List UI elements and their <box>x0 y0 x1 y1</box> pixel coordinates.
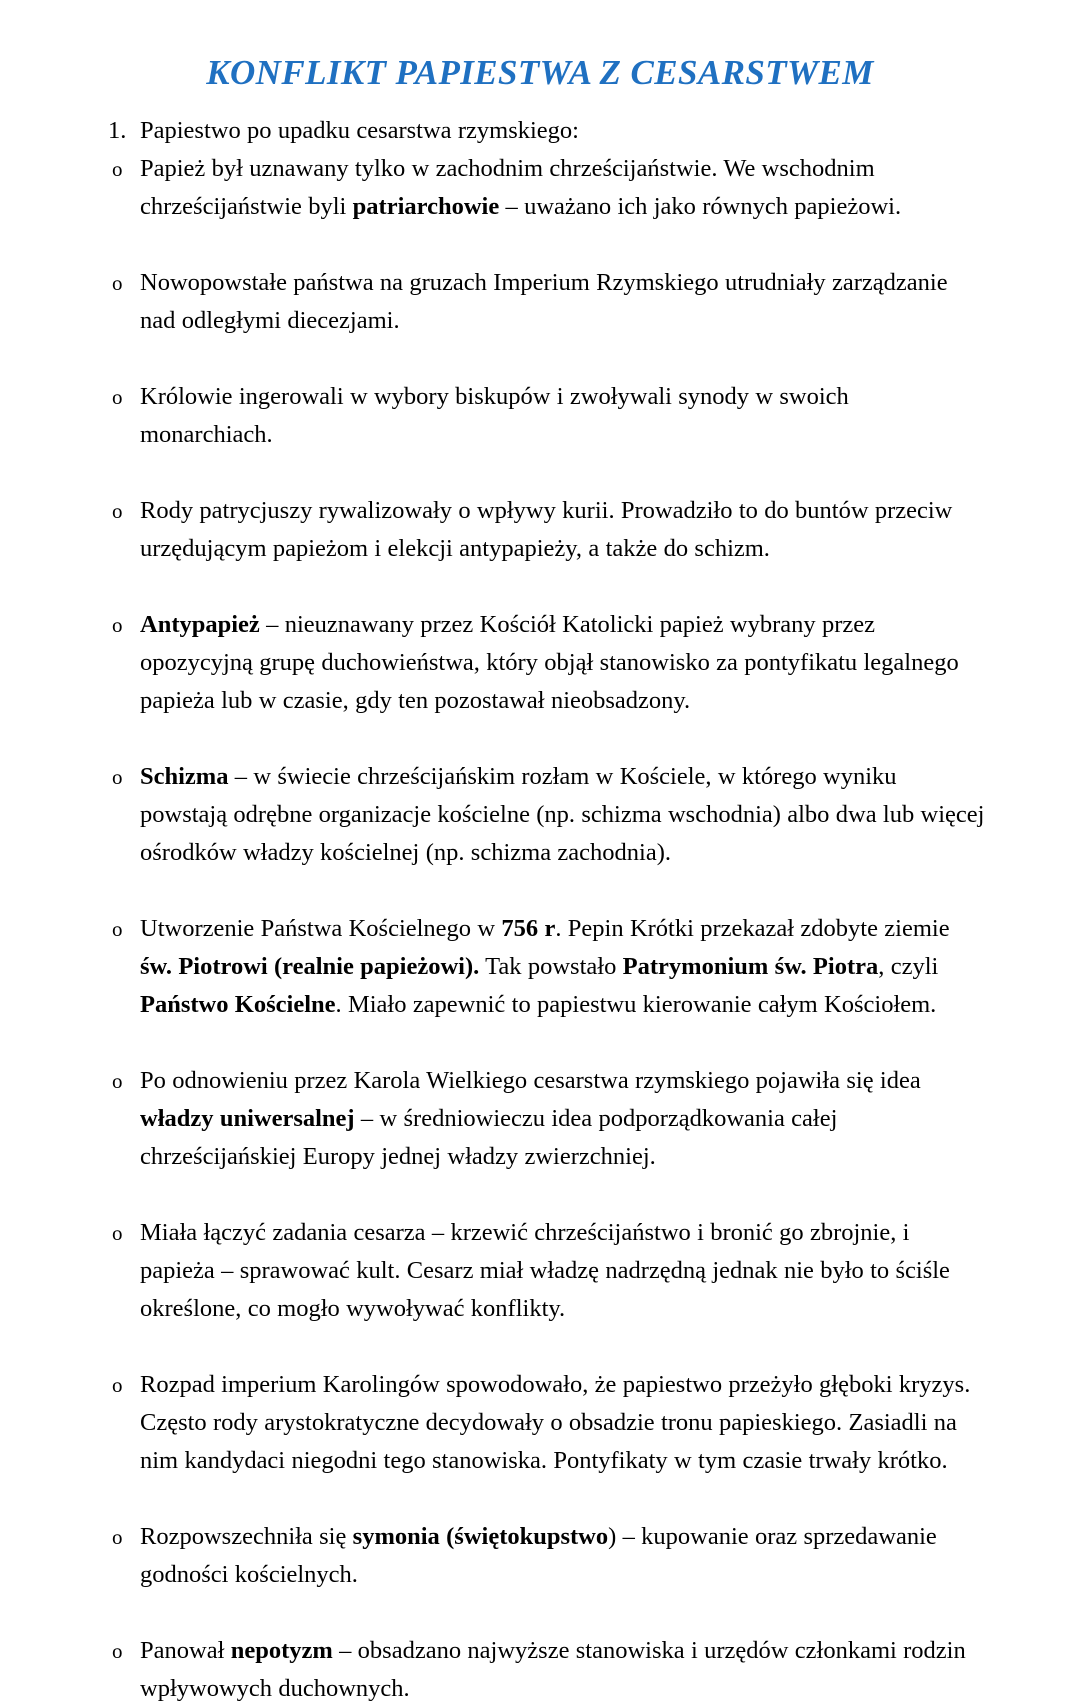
list-marker-bullet: o <box>112 271 123 295</box>
notes-list <box>0 112 1080 1708</box>
body-text-run: Papiestwo po upadku cesarstwa rzymskiego: <box>140 117 579 144</box>
body-text-run: Rody patrycjuszy rywalizowały o wpływy kurii. Prowadziło to do buntów przeciw urzędującym papieżom i elekcji antypapieży, a także do schizm. <box>140 497 953 562</box>
list-marker-bullet: o <box>112 1221 123 1245</box>
bullet-list-item <box>0 1366 1080 1480</box>
body-text-run: – obsadzano najwyższe stanowiska i urzędów członkami rodzin wpływowych duchownych. <box>140 1637 966 1702</box>
list-marker-bullet: o <box>112 917 123 941</box>
bullet-list-item <box>0 378 1080 454</box>
list-marker-bullet: o <box>112 1525 123 1549</box>
body-text-run: ) – kupowanie oraz sprzedawanie godności kościelnych. <box>140 1523 937 1588</box>
list-item-text <box>140 1523 937 1588</box>
body-text-run: , czyli <box>878 953 939 980</box>
list-item-text <box>140 497 952 562</box>
list-marker-bullet: o <box>112 157 123 181</box>
bullet-list-item <box>0 1518 1080 1594</box>
bullet-list-item <box>0 1632 1080 1708</box>
bullet-list-item <box>0 758 1080 872</box>
body-text-run: . Pepin Krótki przekazał zdobyte ziemie <box>555 915 950 942</box>
body-text-run: Po odnowieniu przez Karola Wielkiego cesarstwa rzymskiego pojawiła się idea <box>140 1067 921 1094</box>
list-item-text <box>140 1637 966 1702</box>
body-text-run: Rozpad imperium Karolingów spowodowało, że papiestwo przeżyło głęboki kryzys. Często rody arystokratyczne decydowały o obsadzie tronu papieskiego. Zasiadli na nim kandydaci niegodni tego stanowiska. Pontyfikaty w tym czasie trwały krótko. <box>140 1371 971 1474</box>
list-marker-bullet: o <box>112 613 123 637</box>
list-marker-number: 1. <box>108 117 127 144</box>
emphasis-term: patriarchowie <box>352 193 500 220</box>
emphasis-term: św. Piotrowi (realnie papieżowi). <box>140 953 480 980</box>
list-item-text <box>140 1067 921 1170</box>
bullet-list-item <box>0 150 1080 226</box>
list-item-text <box>140 383 849 448</box>
list-marker-bullet: o <box>112 385 123 409</box>
bullet-list-item <box>0 910 1080 1024</box>
emphasis-term: Patrymonium św. Piotra <box>622 953 879 980</box>
body-text-run: Królowie ingerowali w wybory biskupów i zwoływali synody w swoich monarchiach. <box>140 383 849 448</box>
numbered-list-item <box>0 112 1080 150</box>
body-text-run: Utworzenie Państwa Kościelnego w <box>140 915 502 942</box>
emphasis-term: władzy uniwersalnej <box>140 1105 355 1132</box>
list-marker-bullet: o <box>112 1373 123 1397</box>
list-item-text <box>140 915 950 1018</box>
body-text-run: Papież był uznawany tylko w zachodnim chrześcijaństwie. We wschodnim chrześcijaństwie byli <box>140 155 875 220</box>
list-marker-bullet: o <box>112 1639 123 1663</box>
list-item-text <box>140 1371 970 1474</box>
list-item-text <box>140 763 984 866</box>
emphasis-term: Schizma <box>140 763 229 790</box>
bullet-list-item <box>0 1214 1080 1328</box>
body-text-run: – nieuznawany przez Kościół Katolicki papież wybrany przez opozycyjną grupę duchowieństwa, który objął stanowisko za pontyfikatu legalnego papieża lub w czasie, gdy ten pozostawał nieobsadzony. <box>140 611 959 714</box>
list-item-text <box>140 1219 950 1322</box>
body-text-run: Panował <box>140 1637 231 1664</box>
emphasis-term: nepotyzm <box>230 1637 333 1664</box>
list-marker-bullet: o <box>112 765 123 789</box>
emphasis-term: Antypapież <box>140 611 260 638</box>
bullet-list-item <box>0 492 1080 568</box>
body-text-run: Tak powstało <box>479 953 623 980</box>
emphasis-term: symonia (świętokupstwo <box>352 1523 609 1550</box>
list-item-text <box>140 155 901 220</box>
body-text-run: Rozpowszechniła się <box>140 1523 353 1550</box>
body-text-run: . Miało zapewnić to papiestwu kierowanie całym Kościołem. <box>335 991 937 1018</box>
list-marker-bullet: o <box>112 499 123 523</box>
list-item-text <box>140 611 959 714</box>
body-text-run: – w średniowieczu idea podporządkowania całej chrześcijańskiej Europy jednej władzy zwierzchniej. <box>140 1105 838 1170</box>
body-text-run: Miała łączyć zadania cesarza – krzewić chrześcijaństwo i bronić go zbrojnie, i papieża – sprawować kult. Cesarz miał władzę nadrzędną jednak nie było to ściśle określone, co mogło wywoływać konflikty. <box>140 1219 950 1322</box>
list-item-text <box>140 269 948 334</box>
page-title: KONFLIKT PAPIESTWA Z CESARSTWEM <box>206 53 874 92</box>
body-text-run: Nowopowstałe państwa na gruzach Imperium Rzymskiego utrudniały zarządzanie nad odległymi diecezjami. <box>140 269 948 334</box>
emphasis-term: 756 r <box>501 915 556 942</box>
bullet-list-item <box>0 1062 1080 1176</box>
body-text-run: – w świecie chrześcijańskim rozłam w Kościele, w którego wyniku powstają odrębne organizacje kościelne (np. schizma wschodnia) albo dwa lub więcej ośrodków władzy kościelnej (np. schizma zachodnia). <box>140 763 985 866</box>
list-item-text <box>140 117 579 144</box>
bullet-list-item <box>0 606 1080 720</box>
list-marker-bullet: o <box>112 1069 123 1093</box>
bullet-list-item <box>0 264 1080 340</box>
body-text-run: – uważano ich jako równych papieżowi. <box>499 193 902 220</box>
emphasis-term: Państwo Kościelne <box>140 991 336 1018</box>
